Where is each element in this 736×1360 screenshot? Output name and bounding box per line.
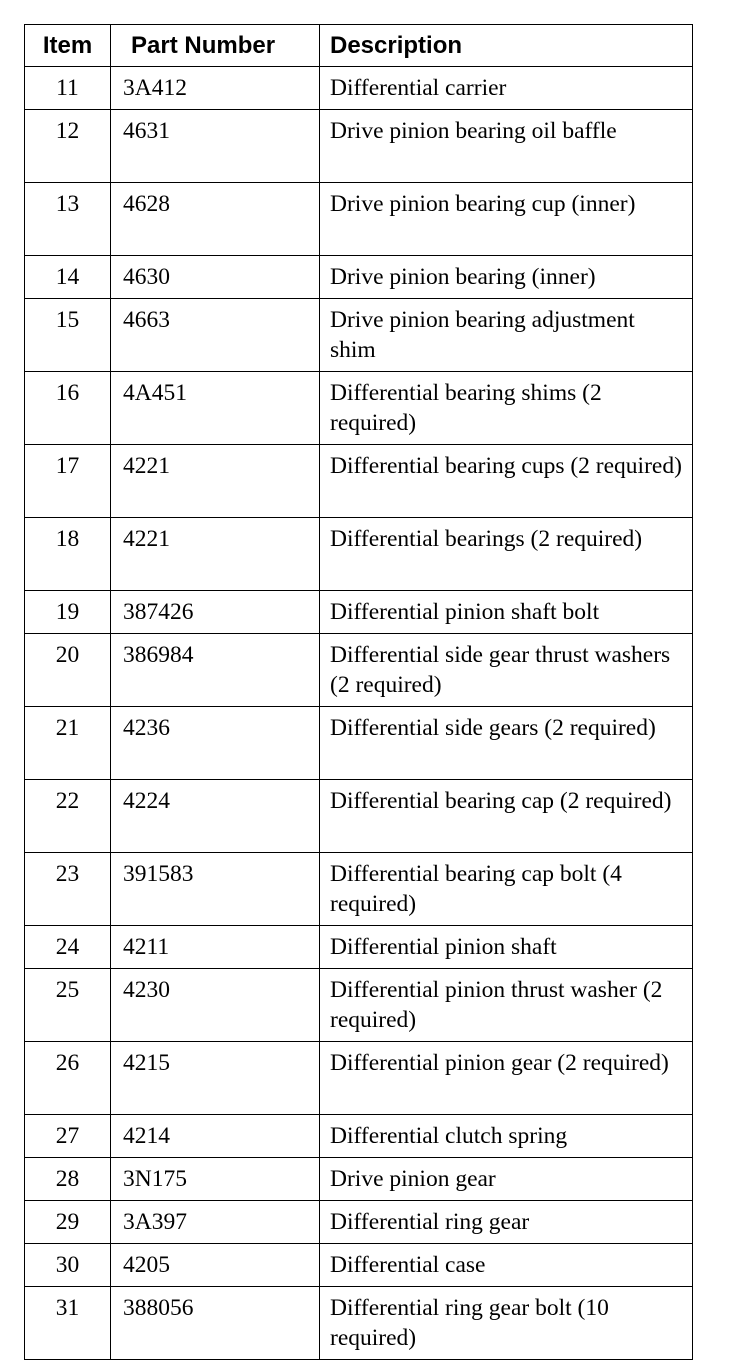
item-number-cell: 18 xyxy=(25,518,111,591)
item-number-cell: 27 xyxy=(25,1115,111,1158)
table-row xyxy=(25,1201,693,1244)
description-cell: Differential pinion gear (2 required) xyxy=(320,1042,693,1115)
description-cell: Differential side gear thrust washers (2 required) xyxy=(320,634,693,707)
item-number-cell: 13 xyxy=(25,183,111,256)
part-number-cell: 4236 xyxy=(111,707,320,780)
part-number-cell: 4221 xyxy=(111,518,320,591)
description-cell: Drive pinion bearing adjustment shim xyxy=(320,299,693,372)
part-number-cell: 387426 xyxy=(111,591,320,634)
item-number-cell: 28 xyxy=(25,1158,111,1201)
part-number-cell: 4224 xyxy=(111,780,320,853)
part-number-cell: 4628 xyxy=(111,183,320,256)
part-number-cell: 4211 xyxy=(111,926,320,969)
description-cell: Differential clutch spring xyxy=(320,1115,693,1158)
table-row xyxy=(25,780,693,853)
description-cell: Differential bearings (2 required) xyxy=(320,518,693,591)
description-cell: Differential ring gear bolt (10 required) xyxy=(320,1287,693,1360)
table-row xyxy=(25,634,693,707)
description-column-header: Description xyxy=(320,25,693,67)
part-number-cell: 388056 xyxy=(111,1287,320,1360)
table-row xyxy=(25,67,693,110)
item-number-cell: 17 xyxy=(25,445,111,518)
part-number-cell: 4631 xyxy=(111,110,320,183)
item-number-cell: 15 xyxy=(25,299,111,372)
part-number-cell: 3N175 xyxy=(111,1158,320,1201)
part-number-cell: 391583 xyxy=(111,853,320,926)
table-row xyxy=(25,110,693,183)
item-number-cell: 30 xyxy=(25,1244,111,1287)
table-row xyxy=(25,969,693,1042)
table-row xyxy=(25,183,693,256)
item-number-cell: 14 xyxy=(25,256,111,299)
item-number-cell: 23 xyxy=(25,853,111,926)
item-number-cell: 31 xyxy=(25,1287,111,1360)
table-row xyxy=(25,299,693,372)
part-number-cell: 3A397 xyxy=(111,1201,320,1244)
table-row xyxy=(25,1115,693,1158)
table-row xyxy=(25,372,693,445)
item-number-cell: 20 xyxy=(25,634,111,707)
description-cell: Differential pinion shaft xyxy=(320,926,693,969)
part-number-cell: 4230 xyxy=(111,969,320,1042)
item-number-cell: 19 xyxy=(25,591,111,634)
part-number-cell: 3A412 xyxy=(111,67,320,110)
item-number-cell: 24 xyxy=(25,926,111,969)
description-cell: Differential bearing cups (2 required) xyxy=(320,445,693,518)
part-number-cell: 4205 xyxy=(111,1244,320,1287)
table-row xyxy=(25,1042,693,1115)
item-number-cell: 11 xyxy=(25,67,111,110)
table-row xyxy=(25,518,693,591)
table-row xyxy=(25,1158,693,1201)
item-number-cell: 16 xyxy=(25,372,111,445)
item-number-cell: 29 xyxy=(25,1201,111,1244)
table-row xyxy=(25,445,693,518)
part-number-cell: 4630 xyxy=(111,256,320,299)
description-cell: Differential case xyxy=(320,1244,693,1287)
parts-table xyxy=(24,24,693,1360)
description-cell: Drive pinion gear xyxy=(320,1158,693,1201)
description-cell: Differential bearing cap (2 required) xyxy=(320,780,693,853)
part-number-cell: 4663 xyxy=(111,299,320,372)
part-number-cell: 386984 xyxy=(111,634,320,707)
item-number-cell: 12 xyxy=(25,110,111,183)
table-row xyxy=(25,707,693,780)
part-number-cell: 4214 xyxy=(111,1115,320,1158)
description-cell: Differential bearing shims (2 required) xyxy=(320,372,693,445)
item-number-cell: 22 xyxy=(25,780,111,853)
part-number-cell: 4A451 xyxy=(111,372,320,445)
item-number-cell: 21 xyxy=(25,707,111,780)
item-number-cell: 26 xyxy=(25,1042,111,1115)
table-row xyxy=(25,926,693,969)
table-body xyxy=(25,67,693,1360)
header-row xyxy=(25,25,693,67)
table-row xyxy=(25,591,693,634)
description-cell: Differential side gears (2 required) xyxy=(320,707,693,780)
item-column-header: Item xyxy=(25,25,111,67)
part-number-column-header: Part Number xyxy=(111,25,320,67)
description-cell: Differential pinion thrust washer (2 required) xyxy=(320,969,693,1042)
description-cell: Differential bearing cap bolt (4 required) xyxy=(320,853,693,926)
item-number-cell: 25 xyxy=(25,969,111,1042)
part-number-cell: 4221 xyxy=(111,445,320,518)
table-row xyxy=(25,1244,693,1287)
description-cell: Differential pinion shaft bolt xyxy=(320,591,693,634)
description-cell: Differential ring gear xyxy=(320,1201,693,1244)
part-number-cell: 4215 xyxy=(111,1042,320,1115)
table-row xyxy=(25,1287,693,1360)
description-cell: Differential carrier xyxy=(320,67,693,110)
table-row xyxy=(25,853,693,926)
description-cell: Drive pinion bearing cup (inner) xyxy=(320,183,693,256)
table-row xyxy=(25,256,693,299)
description-cell: Drive pinion bearing (inner) xyxy=(320,256,693,299)
description-cell: Drive pinion bearing oil baffle xyxy=(320,110,693,183)
